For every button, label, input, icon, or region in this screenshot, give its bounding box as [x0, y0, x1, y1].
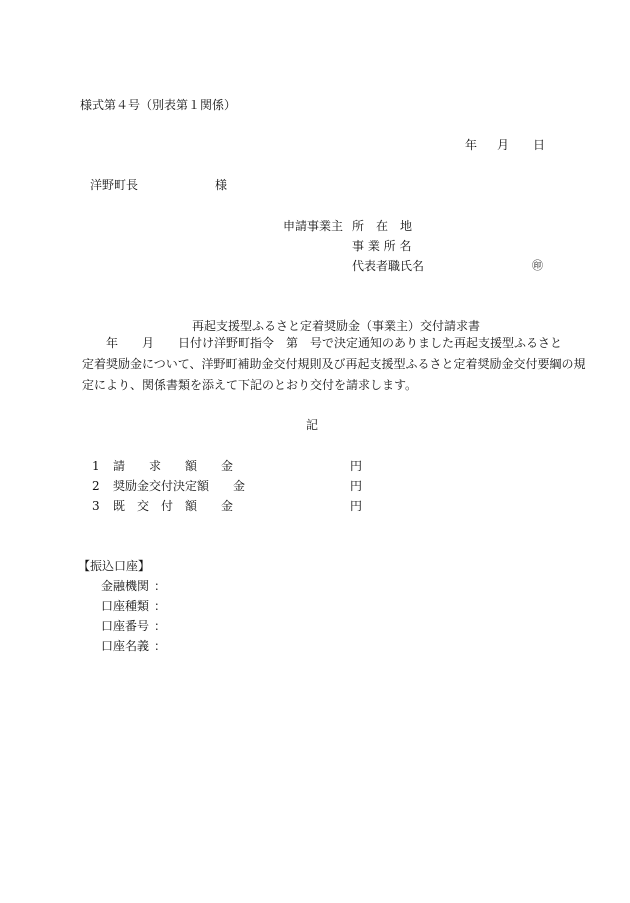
item-unit: 円: [350, 459, 363, 473]
date-day: 日: [533, 138, 546, 152]
body-paragraph: [82, 333, 586, 396]
date-month: 月: [497, 138, 510, 152]
bank-colon: ：: [154, 599, 167, 613]
item-label: 奨励金交付決定額 金: [113, 479, 246, 493]
addressee-honorific: 様: [215, 178, 228, 192]
item-number: 3: [92, 499, 100, 513]
applicant-office-label: 事 業 所 名: [352, 239, 412, 253]
bank-label: 口座番号: [101, 619, 150, 633]
bank-colon: ：: [154, 639, 167, 653]
bank-label: 口座種類: [101, 599, 150, 613]
body-line: 定により、関係書類を添えて下記のとおり交付を請求します。: [82, 378, 418, 392]
applicant-role: 申請事業主: [283, 219, 344, 233]
bank-colon: ：: [154, 619, 167, 633]
body-line: 定着奨励金について、洋野町補助金交付規則及び再起支援型ふるさと定着奨励金交付要綱の規: [82, 357, 586, 371]
ki-heading: 記: [306, 418, 319, 432]
item-label: 請 求 額 金: [113, 459, 234, 473]
bank-label: 口座名義: [101, 639, 150, 653]
seal-mark: ㊞: [532, 259, 543, 272]
addressee-name: 洋野町長: [90, 178, 139, 192]
body-line: 年 月 日付け洋野町指令 第 号で決定通知のありました再起支援型ふるさと: [82, 336, 563, 350]
item-unit: 円: [350, 499, 363, 513]
item-number: 1: [92, 459, 100, 473]
item-label: 既 交 付 額 金: [113, 499, 234, 513]
item-number: 2: [92, 479, 100, 493]
item-unit: 円: [350, 479, 363, 493]
bank-heading: 【振込口座】: [78, 559, 151, 573]
date-year: 年: [465, 138, 478, 152]
applicant-address-label: 所 在 地: [352, 219, 413, 233]
document-title: 再起支援型ふるさと定着奨励金（事業主）交付請求書: [192, 319, 481, 333]
bank-colon: ：: [154, 579, 167, 593]
form-number: 様式第４号（別表第１関係）: [80, 98, 237, 112]
bank-label: 金融機関: [101, 579, 150, 593]
applicant-rep-label: 代表者職氏名: [352, 259, 425, 273]
